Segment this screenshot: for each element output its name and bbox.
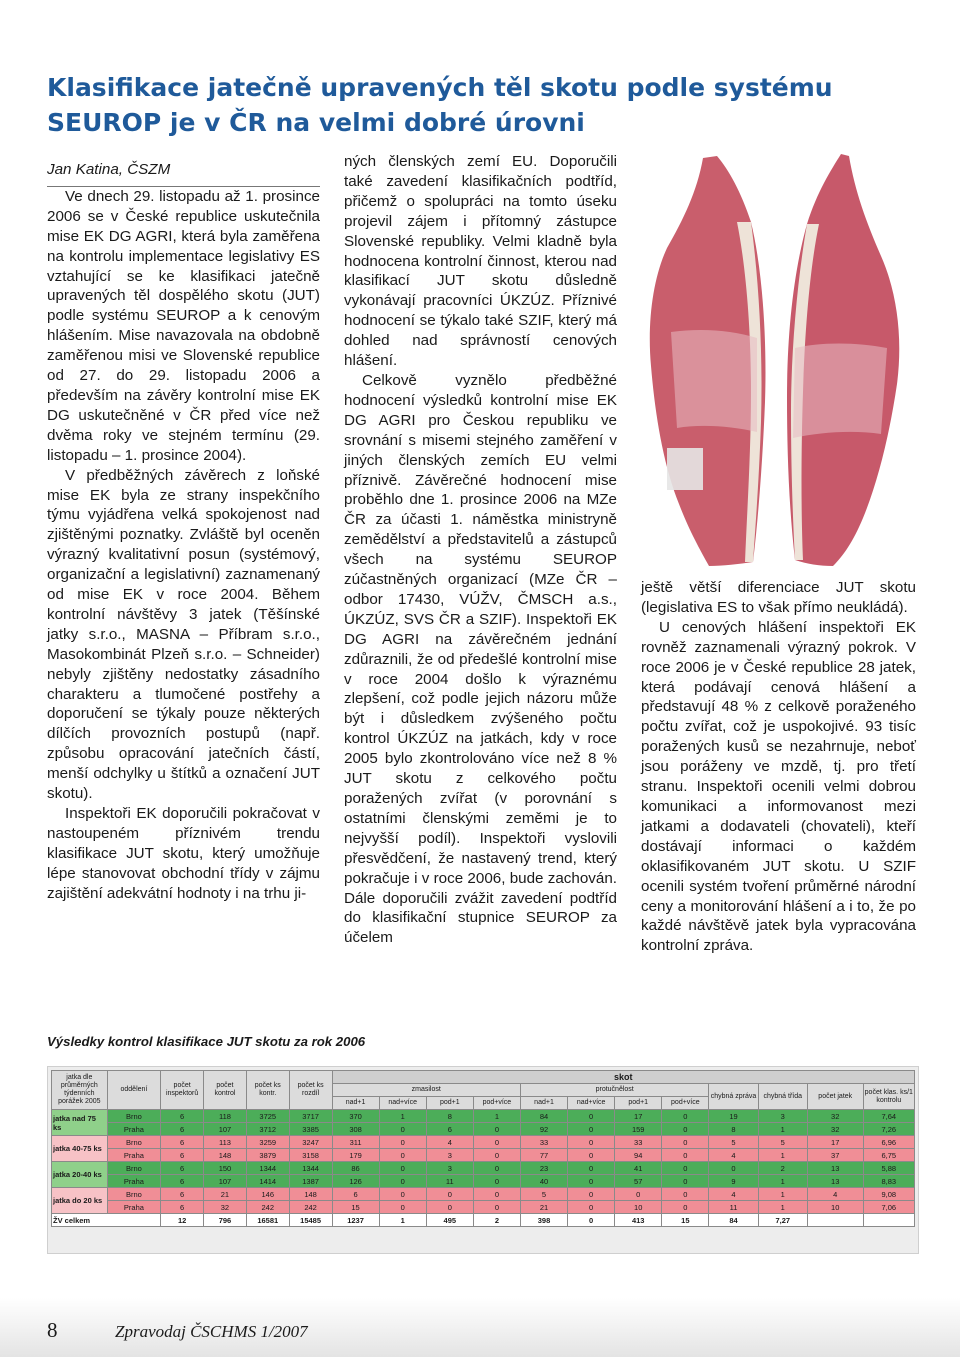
column-header: chybná zpráva <box>709 1084 758 1110</box>
value-cell: 150 <box>204 1162 247 1175</box>
value-cell: 21 <box>204 1188 247 1201</box>
beef-carcass-photo <box>641 152 916 570</box>
value-cell: 0 <box>473 1188 520 1201</box>
subheader: pod+1 <box>615 1097 662 1110</box>
value-cell: 9 <box>709 1175 758 1188</box>
value-cell: 0 <box>426 1188 473 1201</box>
value-cell: 0 <box>426 1201 473 1214</box>
column-header: počet ks rozdíl <box>289 1071 332 1110</box>
department-cell: Praha <box>107 1149 161 1162</box>
value-cell: 8 <box>426 1110 473 1123</box>
table-row <box>52 1136 915 1149</box>
value-cell: 1 <box>758 1123 807 1136</box>
value-cell: 8 <box>709 1123 758 1136</box>
value-cell: 0 <box>473 1136 520 1149</box>
total-value-cell: 796 <box>204 1214 247 1227</box>
value-cell: 4 <box>709 1149 758 1162</box>
value-cell: 146 <box>246 1188 289 1201</box>
column-header: počet inspektorů <box>161 1071 204 1110</box>
corner-header: jatka dle průměrných týdenních porážek 2005 <box>52 1071 108 1110</box>
text-column-1 <box>47 160 320 904</box>
total-value-cell: 1 <box>379 1214 426 1227</box>
text-column-3 <box>641 578 916 956</box>
department-cell: Brno <box>107 1110 161 1123</box>
subheader: pod+1 <box>426 1097 473 1110</box>
value-cell: 0 <box>615 1188 662 1201</box>
column-header: oddělení <box>107 1071 161 1110</box>
total-value-cell: 495 <box>426 1214 473 1227</box>
value-cell: 0 <box>473 1175 520 1188</box>
value-cell: 0 <box>662 1136 709 1149</box>
subheader: nad+1 <box>332 1097 379 1110</box>
value-cell: 0 <box>662 1188 709 1201</box>
value-cell: 3259 <box>246 1136 289 1149</box>
table-row <box>52 1149 915 1162</box>
value-cell: 37 <box>807 1149 863 1162</box>
value-cell: 6 <box>161 1162 204 1175</box>
value-cell: 4 <box>426 1136 473 1149</box>
size-category-cell: jatka 20-40 ks <box>52 1162 108 1188</box>
size-category-cell: jatka 40-75 ks <box>52 1136 108 1162</box>
table-row <box>52 1188 915 1201</box>
value-cell: 1387 <box>289 1175 332 1188</box>
total-value-cell: 16581 <box>246 1214 289 1227</box>
table-row <box>52 1201 915 1214</box>
total-label-cell: ŽV celkem <box>52 1214 161 1227</box>
paragraph: ještě větší diferenciace JUT skotu (legislativa ES to však přímo neukládá). <box>641 579 916 616</box>
value-cell: 32 <box>807 1110 863 1123</box>
value-cell: 311 <box>332 1136 379 1149</box>
article-title: Klasifikace jatečně upravených těl skotu podle systému SEUROP je v ČR na velmi dobré úrovni <box>47 73 833 137</box>
rib-area <box>793 344 887 439</box>
value-cell: 6 <box>161 1136 204 1149</box>
value-cell: 0 <box>662 1110 709 1123</box>
value-cell: 3712 <box>246 1123 289 1136</box>
column-header: počet kontrol <box>204 1071 247 1110</box>
value-cell: 0 <box>379 1201 426 1214</box>
value-cell: 3385 <box>289 1123 332 1136</box>
value-cell: 1344 <box>289 1162 332 1175</box>
value-cell: 0 <box>568 1175 615 1188</box>
value-cell: 5 <box>709 1136 758 1149</box>
value-cell: 0 <box>473 1123 520 1136</box>
value-cell: 1 <box>473 1110 520 1123</box>
value-cell: 0 <box>568 1123 615 1136</box>
value-cell: 7,06 <box>863 1201 914 1214</box>
value-cell: 1344 <box>246 1162 289 1175</box>
value-cell: 86 <box>332 1162 379 1175</box>
table-row <box>52 1162 915 1175</box>
value-cell: 3 <box>758 1110 807 1123</box>
value-cell: 13 <box>807 1175 863 1188</box>
size-category-cell: jatka nad 75 ks <box>52 1110 108 1136</box>
value-cell: 11 <box>426 1175 473 1188</box>
page-number: 8 <box>47 1318 58 1342</box>
paragraph: U cenových hlášení inspektoři EK rovněž zaznamenali výrazný pokrok. V roce 2006 je v České republice 28 jatek, která podávají cenová hlášení a představují 48 % z celkově poraženého počtu zvířat, což je uspokojivé. 93 tisíc poražených kusů se nezahrnuje, neboť jsou poráženy ve mzdě, tj. pro třetí stranu. Inspektoři ocenili velmi dobrou komunikaci a informovanost mezi jatkami a dodavateli (chovateli), kteří dostávají informaci o každém oklasifikovaném JUT skotu. U SZIF ocenili systém tvoření průměrné národní ceny a monitorování hlášení a i to, že po každé návštěvě jatek byla vypracována kontrolní zpráva. <box>641 618 916 955</box>
value-cell: 0 <box>662 1123 709 1136</box>
paragraph: Inspektoři EK doporučili pokračovat v nastoupeném příznivém trendu klasifikace JUT skotu, který umožňuje lépe stanovovat obchodní třídy v zájmu zajištění adekvátní hodnoty i na trhu ji- <box>47 805 320 902</box>
paragraph: V předběžných závěrech z loňské mise EK byla ze strany inspekčního týmu vyjádřena velká spokojenost nad zjištěnými poznatky. Zvláště byl oceněn výrazný kvalitativní posun (systémový, organizační a legislativní) zaznamenaný od mise EK v roce 2004. Během kontrolní návštěvy 3 jatek (Těšínské jatky s.r.o., MASNA – Příbram s.r.o., Masokombinát Plzeň s.r.o. – Schneider) nebyly zjištěny nedostatky zásadního charakteru a tlumočené postřehy a doporučení se týkaly pouze některých dílčích provozních postupů (např. způsobu opracování jatečních částí, menší odchylky u štítků a označení JUT skotu). <box>47 466 320 803</box>
value-cell: 6,75 <box>863 1149 914 1162</box>
value-cell: 148 <box>289 1188 332 1201</box>
value-cell: 6 <box>332 1188 379 1201</box>
protucnelost-header: protučnělost <box>520 1084 708 1097</box>
value-cell: 148 <box>204 1149 247 1162</box>
value-cell: 8,83 <box>863 1175 914 1188</box>
table-caption: Výsledky kontrol klasifikace JUT skotu za rok 2006 <box>47 1034 366 1049</box>
subheader: nad+více <box>379 1097 426 1110</box>
value-cell: 0 <box>709 1162 758 1175</box>
value-cell: 2 <box>758 1162 807 1175</box>
journal-name: Zpravodaj ČSCHMS 1/2007 <box>115 1322 308 1341</box>
results-table-panel <box>47 1066 919 1254</box>
value-cell: 0 <box>662 1201 709 1214</box>
value-cell: 0 <box>473 1149 520 1162</box>
value-cell: 1 <box>758 1175 807 1188</box>
value-cell: 6 <box>426 1123 473 1136</box>
total-value-cell: 12 <box>161 1214 204 1227</box>
department-cell: Brno <box>107 1136 161 1149</box>
value-cell: 13 <box>807 1162 863 1175</box>
table-total-row <box>52 1214 915 1227</box>
value-cell: 6,96 <box>863 1136 914 1149</box>
total-value-cell: 15485 <box>289 1214 332 1227</box>
column-header: počet klas. ks/1 kontrolu <box>863 1084 914 1110</box>
value-cell: 6 <box>161 1110 204 1123</box>
value-cell: 107 <box>204 1175 247 1188</box>
table-row <box>52 1123 915 1136</box>
value-cell: 3725 <box>246 1110 289 1123</box>
value-cell: 1414 <box>246 1175 289 1188</box>
value-cell: 126 <box>332 1175 379 1188</box>
value-cell: 57 <box>615 1175 662 1188</box>
value-cell: 0 <box>473 1201 520 1214</box>
value-cell: 19 <box>709 1110 758 1123</box>
value-cell: 5 <box>758 1136 807 1149</box>
total-value-cell: 1237 <box>332 1214 379 1227</box>
department-cell: Brno <box>107 1188 161 1201</box>
value-cell: 0 <box>568 1149 615 1162</box>
value-cell: 21 <box>520 1201 567 1214</box>
value-cell: 159 <box>615 1123 662 1136</box>
value-cell: 0 <box>568 1162 615 1175</box>
value-cell: 0 <box>379 1149 426 1162</box>
subheader: nad+více <box>568 1097 615 1110</box>
value-cell: 3 <box>426 1162 473 1175</box>
value-cell: 40 <box>520 1175 567 1188</box>
value-cell: 3247 <box>289 1136 332 1149</box>
value-cell: 32 <box>807 1123 863 1136</box>
subheader: pod+více <box>662 1097 709 1110</box>
table-row <box>52 1110 915 1123</box>
value-cell: 0 <box>568 1201 615 1214</box>
zmasilost-header: zmasilost <box>332 1084 520 1097</box>
value-cell: 0 <box>662 1149 709 1162</box>
total-value-cell: 7,27 <box>758 1214 807 1227</box>
department-cell: Praha <box>107 1175 161 1188</box>
subheader: nad+1 <box>520 1097 567 1110</box>
value-cell: 3158 <box>289 1149 332 1162</box>
value-cell: 41 <box>615 1162 662 1175</box>
value-cell: 0 <box>379 1123 426 1136</box>
subheader: pod+více <box>473 1097 520 1110</box>
total-value-cell: 2 <box>473 1214 520 1227</box>
value-cell: 242 <box>289 1201 332 1214</box>
results-table <box>51 1070 915 1227</box>
column-header: počet ks kontr. <box>246 1071 289 1110</box>
value-cell: 107 <box>204 1123 247 1136</box>
value-cell: 17 <box>807 1136 863 1149</box>
empty-cell <box>863 1214 914 1227</box>
value-cell: 0 <box>568 1136 615 1149</box>
value-cell: 23 <box>520 1162 567 1175</box>
value-cell: 4 <box>709 1188 758 1201</box>
size-category-cell: jatka do 20 ks <box>52 1188 108 1214</box>
value-cell: 3717 <box>289 1110 332 1123</box>
paragraph: Celkově vyznělo předběžné hodnocení výsledků kontrolní mise EK DG AGRI pro Českou republiku ve srovnání s misemi stejného zaměření v jiných členských zemích EU velmi příznivě. Závěrečné hodnocení mise proběhlo dne 1. prosince 2006 na MZe ČR za účasti 1. náměstka ministryně zemědělství a představitelů a zástupců všech na systému SEUROP zúčastněných organizací (MZe ČR – odbor 17430, VÚŽV, ČMSCH a.s., ÚKZÚZ, SVS ČR a SZIF). Inspektoři EK DG AGRI na závěrečném jednání zdůraznili, že od předešlé kontrolní mise v roce 2004 došlo k výraznému zlepšení, což podle jejich názoru může být i důsledkem zvýšeného počtu kontrol ÚKZÚZ na jatkách, kdy v roce 2005 bylo zkontrolováno více než 8 % JUT skotu z celkového počtu poražených zvířat (v porovnání s ostatními členskými zeměmi je to nejvyšší podíl). Inspektoři vyslovili přesvědčení, že nastavený trend, který pokračuje i v roce 2006, bude zachován. Dále doporučili zvážit zavedení podtříd do klasifikační stupnice SEUROP za účelem <box>344 371 617 947</box>
value-cell: 179 <box>332 1149 379 1162</box>
value-cell: 1 <box>758 1149 807 1162</box>
value-cell: 10 <box>615 1201 662 1214</box>
value-cell: 6 <box>161 1188 204 1201</box>
total-value-cell: 0 <box>568 1214 615 1227</box>
value-cell: 0 <box>379 1175 426 1188</box>
value-cell: 1 <box>758 1201 807 1214</box>
value-cell: 77 <box>520 1149 567 1162</box>
value-cell: 92 <box>520 1123 567 1136</box>
value-cell: 6 <box>161 1201 204 1214</box>
table-body <box>52 1110 915 1227</box>
value-cell: 0 <box>473 1162 520 1175</box>
column-header: počet jatek <box>807 1084 863 1110</box>
total-value-cell: 398 <box>520 1214 567 1227</box>
paragraph: ných členských zemí EU. Doporučili také zavedení klasifikačních podtříd, přičemž o spolupráci na tomto úseku projevil zájem i přítomný zástupce Slovenské republiky. Velmi kladně byla hodnocena kontrolní činnost, kterou nad klasifikací JUT skotu důsledně vykonávají pracovníci ÚKZÚZ. Příznivé hodnocení se týkalo také SZIF, který má dohled nad správností cenových hlášení. <box>344 153 617 370</box>
paragraph: Ve dnech 29. listopadu až 1. prosince 2006 se v České republice uskutečnila mise EK DG AGRI, která byla zaměřena na kontrolu implementace legislativy ES vztahující se ke klasifikaci jatečně upravených těl dospělého skotu (JUT) podle systému SEUROP a k cenovým hlášením. Mise navazovala na obdobně zaměřenou misi ve Slovenské republice od 27. do 29. listopadu 2006 a především na závěry kontrolní mise EK DG uskutečněné v ČR před více než dvěma roky ve stejném termínu (29. listopadu – 1. prosince 2004). <box>47 187 320 464</box>
department-cell: Praha <box>107 1201 161 1214</box>
value-cell: 7,26 <box>863 1123 914 1136</box>
value-cell: 32 <box>204 1201 247 1214</box>
value-cell: 1 <box>758 1188 807 1201</box>
value-cell: 0 <box>662 1175 709 1188</box>
value-cell: 0 <box>568 1110 615 1123</box>
value-cell: 0 <box>379 1136 426 1149</box>
value-cell: 0 <box>379 1188 426 1201</box>
value-cell: 113 <box>204 1136 247 1149</box>
value-cell: 6 <box>161 1149 204 1162</box>
value-cell: 308 <box>332 1123 379 1136</box>
value-cell: 84 <box>520 1110 567 1123</box>
value-cell: 242 <box>246 1201 289 1214</box>
value-cell: 7,64 <box>863 1110 914 1123</box>
value-cell: 0 <box>662 1162 709 1175</box>
total-value-cell: 15 <box>662 1214 709 1227</box>
value-cell: 118 <box>204 1110 247 1123</box>
value-cell: 1 <box>379 1110 426 1123</box>
value-cell: 33 <box>615 1136 662 1149</box>
value-cell: 5,88 <box>863 1162 914 1175</box>
value-cell: 370 <box>332 1110 379 1123</box>
value-cell: 5 <box>520 1188 567 1201</box>
author-line: Jan Katina, ČSZM <box>47 160 320 187</box>
department-cell: Brno <box>107 1162 161 1175</box>
rib-area <box>671 330 757 432</box>
value-cell: 6 <box>161 1175 204 1188</box>
total-value-cell: 413 <box>615 1214 662 1227</box>
empty-cell <box>807 1214 863 1227</box>
value-cell: 9,08 <box>863 1188 914 1201</box>
value-cell: 10 <box>807 1201 863 1214</box>
total-value-cell: 84 <box>709 1214 758 1227</box>
value-cell: 15 <box>332 1201 379 1214</box>
column-header: chybná třída <box>758 1084 807 1110</box>
value-cell: 33 <box>520 1136 567 1149</box>
value-cell: 6 <box>161 1123 204 1136</box>
value-cell: 94 <box>615 1149 662 1162</box>
department-cell: Praha <box>107 1123 161 1136</box>
value-cell: 0 <box>379 1162 426 1175</box>
text-column-2 <box>344 152 617 948</box>
value-cell: 4 <box>807 1188 863 1201</box>
value-cell: 3 <box>426 1149 473 1162</box>
value-cell: 0 <box>568 1188 615 1201</box>
skot-header: skot <box>332 1071 914 1084</box>
value-cell: 17 <box>615 1110 662 1123</box>
value-cell: 3879 <box>246 1149 289 1162</box>
table-row <box>52 1175 915 1188</box>
value-cell: 11 <box>709 1201 758 1214</box>
